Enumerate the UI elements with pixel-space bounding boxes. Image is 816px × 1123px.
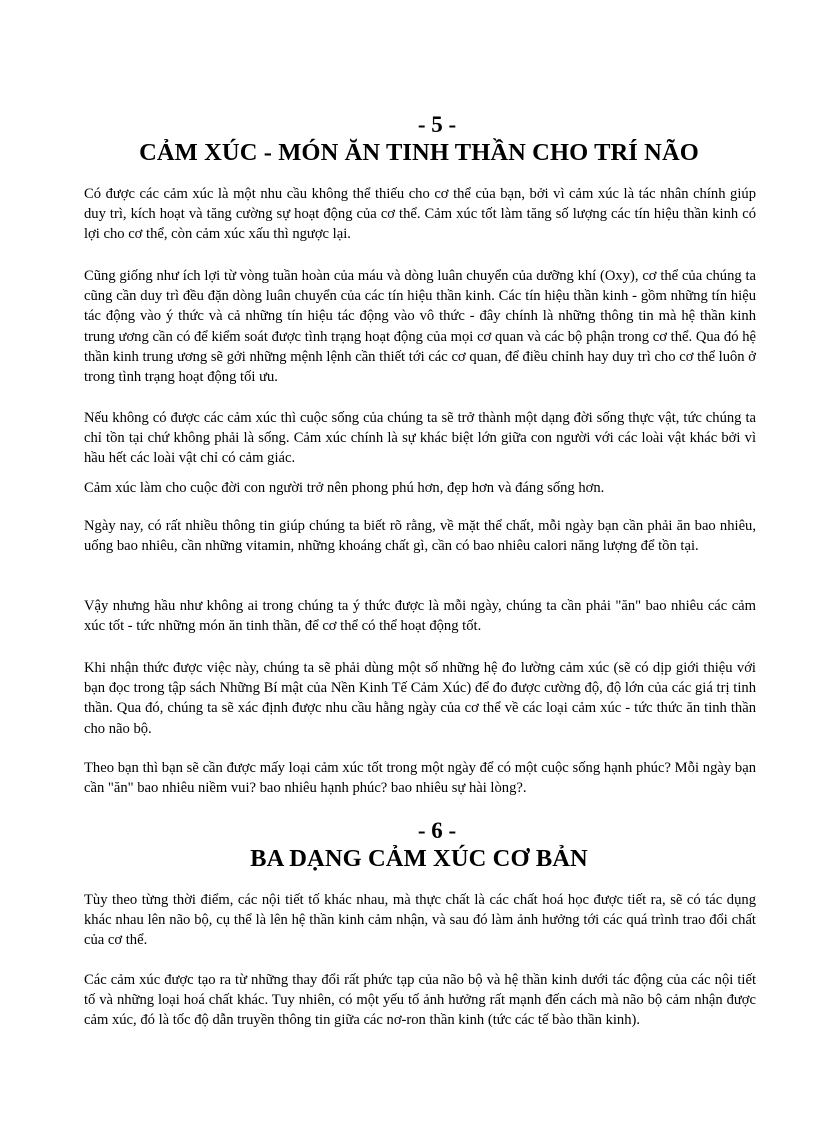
section-number: - 6 - [417,818,457,843]
paragraph: Các cảm xúc được tạo ra từ những thay đổi rất phức tạp của não bộ và hệ thần kinh dưới tác động của các nội tiết tố và những loại hoá chất khác. Tuy nhiên, có một yếu tố ảnh hưởng rất mạnh đến cách mà não bộ cảm nhận được cảm xúc, đó là tốc độ dẫn truyền thông tin giữa các nơ-ron thần kinh (tức các tế bào thần kinh). [84,972,756,1029]
paragraph: Cảm xúc làm cho cuộc đời con người trở nên phong phú hơn, đẹp hơn và đáng sống hơn. [84,480,605,496]
section-6-heading [84,818,754,874]
paragraph: Cũng giống như ích lợi từ vòng tuần hoàn của máu và dòng luân chuyển của dưỡng khí (Oxy), cơ thể của chúng ta cũng cần duy trì đều đặn dòng luân chuyển của các tín hiệu thần kinh. Các tín hiệu thần kinh - gồm những tín hiệu tác động vào ý thức và cả những tín hiệu tác động vào vô thức - đây chính là những thông tin mà hệ thần kinh trung ương cần có để kiểm soát được tình trạng hoạt động của mọi cơ quan và các bộ phận trong cơ thể. Qua đó hệ thần kinh trung ương sẽ gởi những mệnh lệnh cần thiết tới các cơ quan, để điều chỉnh hay duy trì cho cơ thể luôn ở trong tình trạng hoạt động tối ưu. [84,268,756,386]
paragraph: Có được các cảm xúc là một nhu cầu không thể thiếu cho cơ thể của bạn, bởi vì cảm xúc là tác nhân chính giúp duy trì, kích hoạt và tăng cường sự hoạt động của cơ thể. Cảm xúc tốt làm tăng số lượng các tín hiệu thần kinh có lợi cho cơ thể, còn cảm xúc xấu thì ngược lại. [84,186,756,243]
section-number: - 5 - [417,112,457,137]
paragraph: Theo bạn thì bạn sẽ cần được mấy loại cảm xúc tốt trong một ngày để có một cuộc sống hạnh phúc? Mỗi ngày bạn cần "ăn" bao nhiêu niềm vui? bao nhiêu hạnh phúc? bao nhiêu sự hài lòng?. [84,760,756,797]
section-5-heading [84,112,754,168]
paragraph: Khi nhận thức được việc này, chúng ta sẽ phải dùng một số những hệ đo lường cảm xúc (sẽ có dịp giới thiệu với bạn đọc trong tập sách Những Bí mật của Nền Kinh Tế Cảm Xúc) để đo được cường độ, độ lớn của các giá trị tinh thần. Qua đó, chúng ta sẽ xác định được nhu cầu hằng ngày của cơ thể về các loại cảm xúc - tức thức ăn tinh thần cho não bộ. [84,660,756,737]
paragraph: Tùy theo từng thời điểm, các nội tiết tố khác nhau, mà thực chất là các chất hoá học được tiết ra, sẽ có tác dụng khác nhau lên não bộ, cụ thể là lên hệ thần kinh cảm nhận, và sau đó làm ảnh hưởng tới các quá trình trao đổi chất của cơ thể. [84,892,756,949]
paragraph: Nếu không có được các cảm xúc thì cuộc sống của chúng ta sẽ trở thành một dạng đời sống thực vật, tức chúng ta chỉ tồn tại chứ không phải là sống. Cảm xúc chính là sự khác biệt lớn giữa con người với các loài vật khác bởi vì hầu hết các loài vật chỉ có cảm giác. [84,410,756,467]
section-title: BA DẠNG CẢM XÚC CƠ BẢN [250,845,588,872]
paragraph: Ngày nay, có rất nhiều thông tin giúp chúng ta biết rõ rằng, về mặt thể chất, mỗi ngày bạn cần phải ăn bao nhiêu, uống bao nhiêu, cần những vitamin, những khoáng chất gì, cần có bao nhiêu calori năng lượng để tồn tại. [84,518,756,555]
section-title: CẢM XÚC - MÓN ĂN TINH THẦN CHO TRÍ NÃO [139,139,699,166]
paragraph: Vậy nhưng hầu như không ai trong chúng ta ý thức được là mỗi ngày, chúng ta cần phải "ăn" bao nhiêu các cảm xúc tốt - tức những món ăn tinh thần, để cơ thể có thể hoạt động tốt. [84,598,756,635]
